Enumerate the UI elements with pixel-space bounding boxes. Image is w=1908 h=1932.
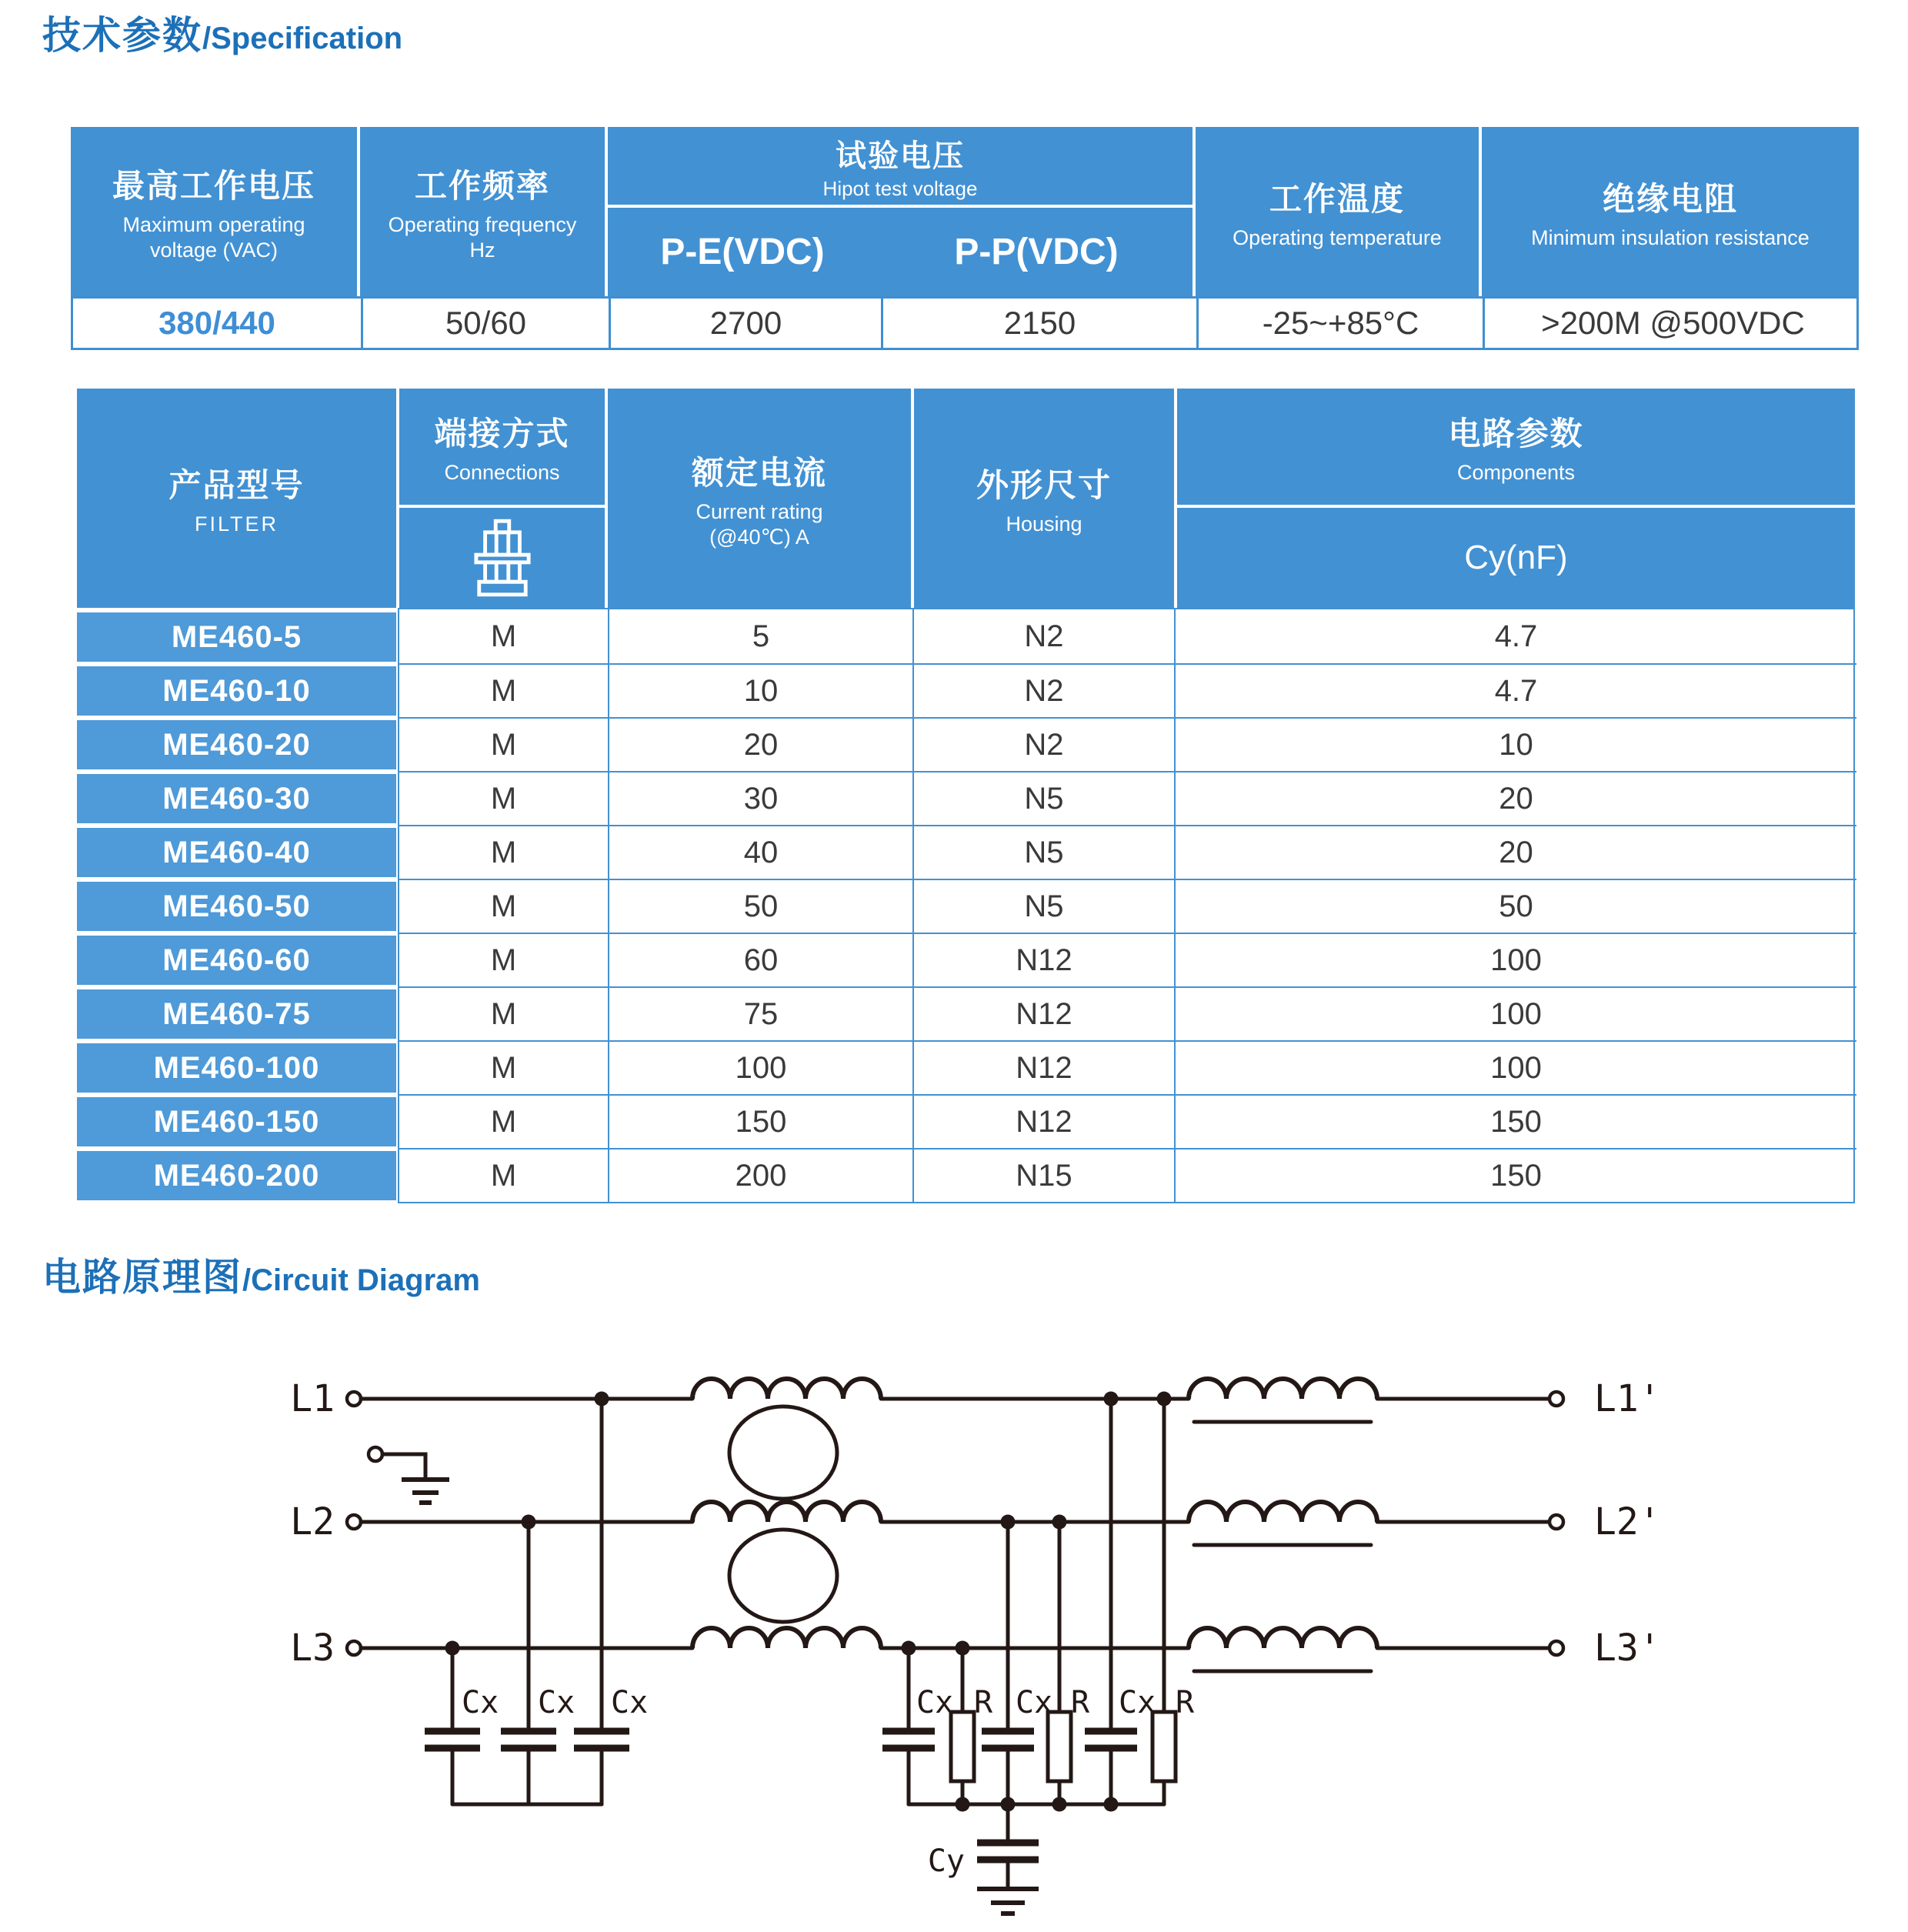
cell-housing: N5 [912, 879, 1174, 933]
l3-out-label: L3' [1594, 1627, 1661, 1670]
spec-section-title [42, 5, 402, 60]
cell-conn: M [399, 663, 608, 717]
header-max-voltage [71, 127, 357, 296]
hipot-en: Hipot test voltage [822, 176, 978, 200]
model-label: ME460-75 [77, 989, 396, 1039]
l2-choke1-winding [692, 1502, 881, 1522]
value-temperature: -25~+85°C [1196, 299, 1483, 348]
phase-l1 [290, 1377, 1661, 1422]
cell-conn: M [399, 825, 608, 879]
header-connections [399, 389, 605, 608]
hipot-pe-header: P-E(VDC) [608, 208, 877, 296]
cell-current: 5 [608, 609, 912, 663]
cx-label: Cx [916, 1685, 954, 1720]
cx-label: Cx [1016, 1685, 1053, 1720]
temperature-zh: 工作温度 [1269, 180, 1405, 217]
cell-conn: M [399, 1040, 608, 1094]
earth-input [369, 1447, 449, 1503]
model-label: ME460-30 [77, 774, 396, 823]
spec-title-en: /Specification [202, 22, 403, 55]
value-frequency: 50/60 [361, 299, 609, 348]
temperature-en: Operating temperature [1233, 225, 1442, 249]
phase-l3 [290, 1627, 1661, 1671]
circuit-diagram [0, 1346, 1908, 1932]
cy-capacitor-branch [928, 1804, 1039, 1914]
r-label: R [1071, 1685, 1090, 1720]
current-en2: (@40℃) A [709, 525, 809, 549]
model-label: ME460-150 [77, 1097, 396, 1146]
model-label: ME460-40 [77, 828, 396, 877]
l3-choke1-winding [692, 1628, 881, 1648]
header-current [608, 389, 911, 608]
value-pe: 2700 [609, 299, 881, 348]
product-model-column [77, 608, 396, 1200]
damping-resistor [951, 1712, 974, 1781]
cell-cy: 150 [1174, 1094, 1856, 1148]
cell-cy: 4.7 [1174, 663, 1856, 717]
cell-cy: 10 [1174, 717, 1856, 771]
max-voltage-en1: Maximum operating [122, 213, 305, 236]
insulation-zh: 绝缘电阻 [1602, 180, 1738, 217]
cell-current: 50 [608, 879, 912, 933]
model-label: ME460-200 [77, 1151, 396, 1200]
l1-input-terminal [347, 1392, 361, 1406]
cell-conn: M [399, 1094, 608, 1148]
cell-housing: N5 [912, 825, 1174, 879]
hipot-subheader [608, 208, 1192, 296]
cell-cy: 4.7 [1174, 609, 1856, 663]
components-title [1177, 389, 1855, 505]
model-label: ME460-100 [77, 1043, 396, 1093]
l3-output-terminal [1549, 1641, 1563, 1655]
spec-table-header [71, 127, 1859, 296]
product-table-header [77, 389, 1855, 608]
damping-resistor [1048, 1712, 1071, 1781]
cell-housing: N2 [912, 717, 1174, 771]
hipot-pp-header: P-P(VDC) [880, 208, 1192, 296]
l2-output-terminal [1549, 1515, 1563, 1529]
l2-choke2-winding [1189, 1502, 1377, 1522]
damping-resistor [1152, 1712, 1176, 1781]
cy-label: Cy [927, 1844, 965, 1879]
r-label: R [1176, 1685, 1195, 1720]
l2-out-label: L2' [1594, 1500, 1661, 1543]
cx-label: Cx [611, 1685, 649, 1720]
cell-current: 20 [608, 717, 912, 771]
cell-cy: 100 [1174, 1040, 1856, 1094]
cell-housing: N12 [912, 933, 1174, 986]
l2-input-terminal [347, 1515, 361, 1529]
circuit-title-en: /Circuit Diagram [242, 1263, 480, 1297]
header-insulation [1482, 127, 1859, 296]
l1-output-terminal [1549, 1392, 1563, 1406]
frequency-zh: 工作频率 [414, 168, 550, 204]
cell-housing: N2 [912, 663, 1174, 717]
cell-cy: 100 [1174, 986, 1856, 1040]
model-label: ME460-60 [77, 936, 396, 985]
cx-bank-input [425, 1392, 648, 1805]
cell-current: 200 [608, 1148, 912, 1202]
value-max-voltage: 380/440 [158, 305, 275, 341]
choke-core-ellipse-top [729, 1406, 837, 1499]
spec-title-zh: 技术参数 [42, 14, 202, 57]
cell-cy: 20 [1174, 825, 1856, 879]
cell-conn: M [399, 933, 608, 986]
cell-current: 40 [608, 825, 912, 879]
cell-conn: M [399, 771, 608, 825]
choke-core-ellipse-bottom [729, 1530, 837, 1622]
cell-current: 75 [608, 986, 912, 1040]
cell-housing: N12 [912, 1040, 1174, 1094]
connections-zh: 端接方式 [434, 415, 570, 452]
l3-choke2-winding [1189, 1628, 1377, 1648]
model-label: ME460-5 [77, 612, 396, 662]
cell-cy: 50 [1174, 879, 1856, 933]
circuit-title-zh: 电路原理图 [42, 1256, 242, 1299]
hipot-title [608, 127, 1192, 205]
components-en: Components [1456, 461, 1576, 484]
circuit-section-title [42, 1246, 480, 1302]
max-voltage-en2: voltage (VAC) [149, 239, 279, 262]
value-insulation: >200M @500VDC [1483, 299, 1861, 348]
header-frequency [360, 127, 605, 296]
cell-conn: M [399, 1148, 608, 1202]
cell-current: 100 [608, 1040, 912, 1094]
header-components [1177, 389, 1855, 608]
cell-housing: N5 [912, 771, 1174, 825]
hipot-zh: 试验电压 [836, 138, 965, 173]
product-table [77, 389, 1855, 1204]
cell-current: 10 [608, 663, 912, 717]
l3-label: L3 [290, 1627, 335, 1670]
l3-input-terminal [347, 1641, 361, 1655]
cell-conn: M [490, 619, 517, 653]
model-en: FILTER [194, 512, 279, 536]
cell-conn: M [399, 879, 608, 933]
connections-en: Connections [444, 461, 560, 484]
components-zh: 电路参数 [1448, 415, 1584, 452]
cx-r-network [882, 1392, 1195, 1812]
housing-zh: 外形尺寸 [976, 467, 1112, 503]
cell-housing: N15 [912, 1148, 1174, 1202]
cell-cy: 20 [1174, 771, 1856, 825]
r-label: R [974, 1685, 993, 1720]
model-label: ME460-10 [77, 666, 396, 716]
product-values-grid [398, 608, 1855, 1203]
model-zh: 产品型号 [168, 467, 305, 503]
value-pp: 2150 [881, 299, 1196, 348]
earth-terminal [369, 1447, 382, 1461]
cy-nf-header: Cy(nF) [1464, 539, 1568, 576]
housing-en: Housing [1006, 512, 1082, 536]
cell-conn: M [399, 986, 608, 1040]
max-voltage-zh: 最高工作电压 [112, 168, 315, 204]
cx-label: Cx [1119, 1685, 1156, 1720]
cell-conn: M [399, 717, 608, 771]
model-label: ME460-50 [77, 882, 396, 931]
cell-housing: N12 [912, 986, 1174, 1040]
cell-cy: 100 [1174, 933, 1856, 986]
insulation-en: Minimum insulation resistance [1531, 225, 1810, 249]
cell-current: 150 [608, 1094, 912, 1148]
cell-current: 30 [608, 771, 912, 825]
spec-table-values [71, 296, 1859, 350]
components-sub-cell [1177, 508, 1855, 608]
phase-l2 [290, 1500, 1661, 1545]
l1-label: L1 [290, 1377, 335, 1420]
connections-title [399, 389, 605, 505]
cell-cy: 150 [1174, 1148, 1856, 1202]
header-model [77, 389, 396, 608]
current-en1: Current rating [695, 499, 823, 523]
cx-label: Cx [462, 1685, 499, 1720]
l1-choke1-winding [692, 1379, 881, 1399]
model-label: ME460-20 [77, 720, 396, 769]
cx-label: Cx [538, 1685, 575, 1720]
header-housing [914, 389, 1174, 608]
l1-out-label: L1' [1594, 1377, 1661, 1420]
cell-housing: N2 [912, 609, 1174, 663]
frequency-en1: Operating frequency [388, 213, 577, 236]
cell-current: 60 [608, 933, 912, 986]
frequency-en2: Hz [469, 239, 495, 262]
cell-housing: N12 [912, 1094, 1174, 1148]
spec-table [71, 127, 1859, 350]
current-zh: 额定电流 [691, 454, 827, 491]
connections-icon-cell [399, 508, 605, 608]
l1-choke2-winding [1189, 1379, 1377, 1399]
terminal-stud-icon [472, 519, 532, 597]
header-hipot [608, 127, 1192, 296]
l2-label: L2 [290, 1500, 335, 1543]
header-temperature [1196, 127, 1479, 296]
